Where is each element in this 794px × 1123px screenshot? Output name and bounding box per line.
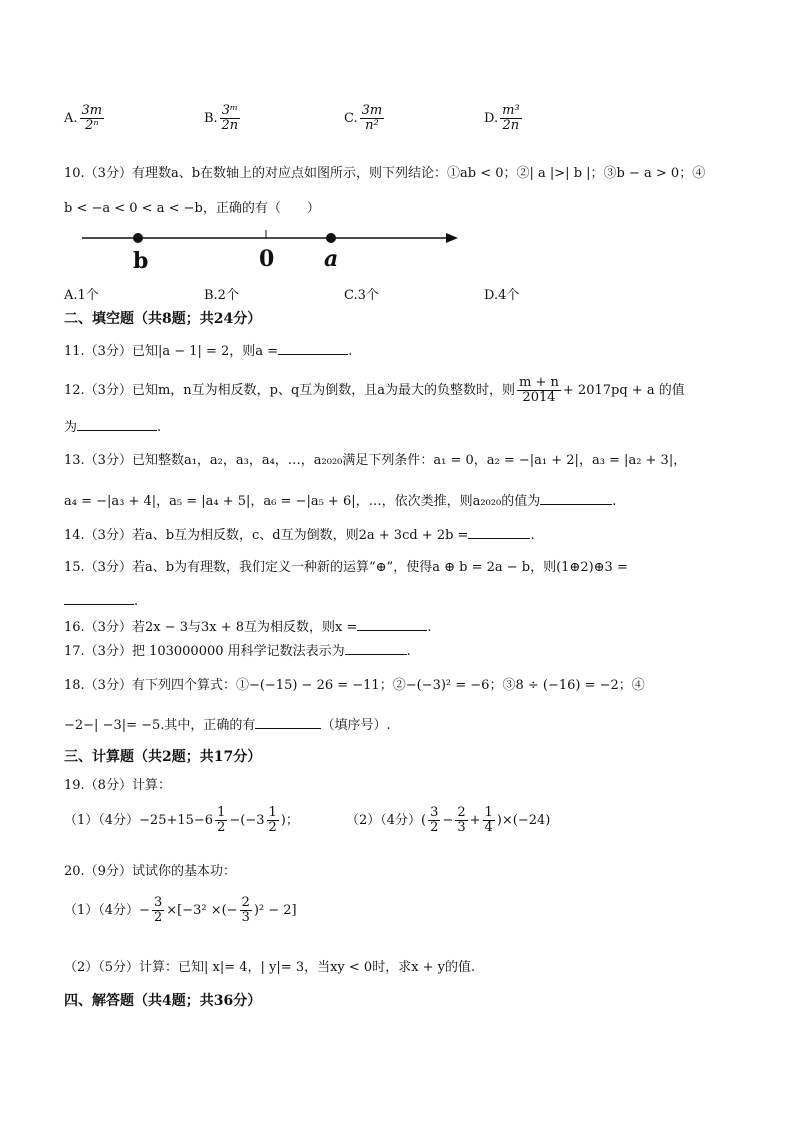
q20-title: 20.（9分）试试你的基本功： [64,864,236,879]
q12-stem: 12.（3分）已知m，n互为相反数，p、q互为倒数，且a为最大的负整数时，则 [64,383,516,398]
fraction: $\frac{3}{2}$ [153,895,163,925]
q10-stem-line1: 10.（3分）有理数a、b在数轴上的对应点如图所示，则下列结论：①ab < 0；②| a |>| b |；③b − a > 0；④ [64,166,706,181]
fraction: $\frac{1}{4}$ [484,805,493,835]
section-heading-fill-in: 二、填空题（共8题；共24分） [64,311,262,327]
answer-blank [278,342,348,355]
answer-blank [345,642,407,655]
fraction: $\frac{1}{2}$ [268,805,277,835]
fraction: $\frac{\text{3ᵐ}}{2n}$ [221,103,239,133]
q19-part2: （2）（4分）( $\frac{3}{2}$ − $\frac{2}{3}$ + $\frac{1}{4}$ )×(−24) [346,805,551,835]
fraction: $\frac{3m}{\text{n²}}$ [361,103,383,133]
fraction: $\frac{1}{2}$ [217,805,226,835]
q14: 14.（3分）若a、b互为相反数，c、d互为倒数，则2a + 3cd + 2b = . [64,528,535,543]
fraction: $\frac{2}{3}$ [241,895,250,925]
answer-blank [77,418,157,431]
fraction: $\frac{3}{2}$ [430,805,439,835]
option-label: A. [64,111,78,126]
q11-stem: 11.（3分）已知|a − 1| = 2，则a = [64,344,279,359]
answer-blank [64,592,134,605]
option-label: D. [484,111,499,126]
point-b [133,233,143,243]
q18-line1: 18.（3分）有下列四个算式：①−(−15) − 26 = −11；②−(−3)² = −6；③8 ÷ (−16) = −2；④ [64,678,645,693]
q11: 11.（3分）已知|a − 1| = 2，则a = . [64,344,353,359]
option-label: C. [344,111,358,126]
answer-blank [540,492,612,505]
q20-part2: （2）（5分）计算：已知| x|= 4，| y|= 3，当xy < 0时，求x + y的值. [64,960,476,975]
q13-line1: 13.（3分）已知整数a₁，a₂，a₃，a₄，…，a₂₀₂₀满足下列条件：a₁ = 0，a₂ = −|a₁ + 2|，a₃ = |a₂ + 3|， [64,453,687,468]
q20-part1: （1）（4分）− $\frac{3}{2}$ ×[−3² ×(− $\frac{2}{3}$ )² − 2] [64,895,297,925]
q10-stem-line2: b < −a < 0 < a < −b，正确的有（ ） [64,201,320,216]
q16: 16.（3分）若2x − 3与3x + 8互为相反数，则x = . [64,620,432,635]
q12-line1: 12.（3分）已知m，n互为相反数，p、q互为倒数，且a为最大的负整数时，则 $\frac{m + n}{2014}$ + 2017pq + a 的值 [64,375,685,405]
q15-answer: . [64,592,138,609]
q9-option-b [204,104,242,133]
label-a: a [324,246,339,272]
q19-title: 19.（8分）计算： [64,778,171,793]
fraction: $\frac{m + n}{2014}$ [519,375,559,405]
q19-part1: （1）（4分）−25+15−6 $\frac{1}{2}$ −(−3 $\frac{1}{2}$ )； [64,805,299,835]
fraction: $\frac{2}{3}$ [457,805,466,835]
point-a [326,233,336,243]
answer-blank [255,716,321,729]
q9-option-c [344,104,386,133]
section-heading-answer: 四、解答题（共4题；共36分） [64,993,262,1009]
q10-option-b: B.2个 [204,288,239,303]
q9-option-a [64,104,106,133]
q18-line2: −2−| −3|= −5.其中，正确的有 （填序号）. [64,718,391,733]
q10-option-d: D.4个 [484,288,520,303]
fraction: $\frac{\text{m³}}{2n}$ [502,103,520,133]
q9-option-d [484,104,524,133]
answer-blank [468,526,530,539]
fraction: $\frac{3m}{\text{2ⁿ}}$ [81,103,103,133]
answer-blank [357,618,427,631]
section-heading-calculation: 三、计算题（共2题；共17分） [64,749,262,765]
label-b: b [133,248,149,274]
q15: 15.（3分）若a、b为有理数，我们定义一种新的运算“⊕”，使得a ⊕ b = 2a − b，则(1⊕2)⊕3 = [64,560,628,575]
q17: 17.（3分）把 103000000 用科学记数法表示为 . [64,644,411,659]
q13-line2: a₄ = −|a₃ + 4|，a₅ = |a₄ + 5|，a₆ = −|a₅ + 6|，…，依次类推，则a₂₀₂₀的值为 . [64,494,617,509]
arrow-head [446,233,458,243]
option-label: B. [204,111,218,126]
q10-option-a: A.1个 [64,288,99,303]
q12-line2: 为 . [64,420,162,435]
label-0: 0 [259,246,275,272]
q10-option-c: C.3个 [344,288,379,303]
